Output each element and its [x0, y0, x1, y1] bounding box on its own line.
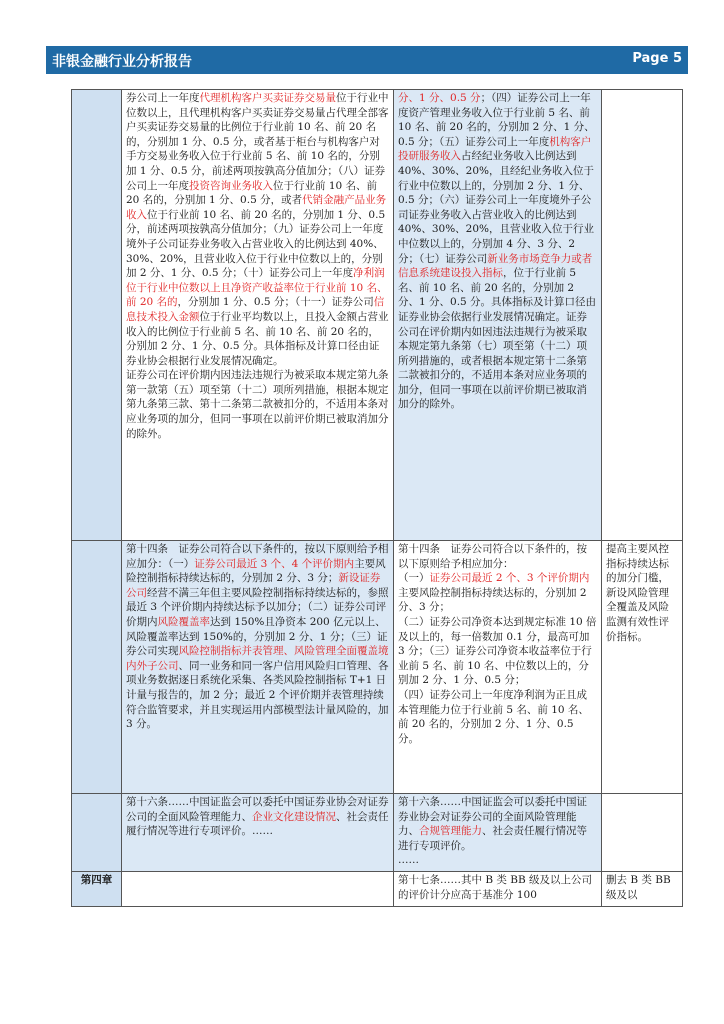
old-rule-cell [394, 90, 602, 541]
cell-text: 达到 150%且净资本 200 亿元以上、风险覆盖率达到 150%的，分别加 2 分、1 分；（三）证券公司实现 [126, 615, 388, 658]
cell-text: 第十六条……中国证监会可以委托中国证券业协会对证券公司的全面风险管理能力、 [126, 796, 389, 823]
cell-text: 、社会责任履行情况等进行专项评价。 [398, 825, 587, 852]
change-note-cell [602, 794, 683, 872]
table-row [72, 872, 683, 907]
cell-text: 第十七条……其中 B 类 BB 级及以上公司的评价计分应高于基准分 100 [398, 874, 592, 901]
cell-text: 、社会责任履行情况等进行专项评价。…… [126, 810, 389, 838]
page-number: Page 5 [632, 51, 682, 66]
new-rule-cell [122, 90, 394, 541]
cell-text: 删去 B 类 BB 级及以 [606, 874, 671, 901]
highlighted-text: 代销金融产品业务收入 [126, 194, 387, 221]
cell-text: 占经纪业务收入比例达到 40%、30%、20%，且经纪业务收入位于行业中位数以上的，分别加 2 分、1 分、0.5 分；（六）证券公司上一年度境外子公司证券业务收入占营业收入的比例达到 40%、30%、20%，且营业收入位于行业中位数以上的，分别加 4 分、3 分、2 分；（七）证券公司 [398, 150, 595, 265]
new-rule-cell [122, 794, 394, 872]
highlighted-text: 信息技术投入金额 [126, 296, 385, 323]
chapter-cell [72, 794, 122, 872]
cell-text: 提高主要风控指标持续达标的加分门槛，新设风险管理全覆盖及风险监测有效性评价指标。 [606, 543, 669, 643]
cell-text: 位于行业前 10 名、前 20 名的，分别加 1 分、0.5 分，前述两项按孰高分值加分；（九）证券公司上一年度境外子公司证券业务收入占营业收入的比例达到 40%、30%、20%，且营业收入位于行业中位数以上的，分别加 2 分、1 分、0.5 分；（十）证券公司上一年度 [126, 208, 386, 280]
highlighted-text: 合规管理能力 [419, 825, 482, 838]
cell-text: 、同一业务和同一客户信用风险归口管理、各项业务数据逐日系统化采集、各类风险控制指标 T+1 日计量与报告的，加 2 分；最近 2 个评价期并表管理持续符合监管要求，并且实现运用内部模型法计量风险的，加 3 分。 [126, 659, 389, 731]
cell-text: 位于行业中位数以上，且代理机构客户买卖证券交易量占代理全部客户买卖证券交易量的比例位于行业前 10 名、前 20 名的，分别加 1 分、0.5 分，或者基于柜台与机构客户对手方交易业务收入位于行业前 5 名、前 10 名的，分别加 1 分、0.5 分，前述两项按孰高分值加分；（八）证券公司上一年度 [126, 92, 389, 192]
cell-text: …… [398, 854, 419, 867]
highlighted-text: 风险控制指标并表管理、风险管理全面覆盖境内外子公司 [126, 645, 389, 672]
cell-text: 证券公司在评价期内因违法违规行为被采取本规定第九条第一款第（五）项至第（十二）项所列措施，根据本规定第九条第三款、第十二条第二款被扣分的，不适用本条对应业务项的加分，但同一事项在以前评价期已被取消加分的除外。 [126, 369, 389, 440]
highlighted-text: 机构客户投研服务收入 [398, 135, 592, 163]
cell-text: （一） [398, 572, 430, 585]
cell-text: 第十四条 证券公司符合以下条件的，按以下原则给予相应加分：（一） [126, 543, 389, 570]
cell-text: 主要风险控制指标持续达标的，分别加 2 分、3 分； [126, 557, 386, 585]
cell-text: 第十六条……中国证监会可以委托中国证券业协会对证券公司的全面风险管理能力、 [398, 796, 587, 838]
cell-text: 券公司上一年度 [126, 92, 200, 104]
new-rule-cell [122, 872, 394, 907]
highlighted-text: 证券公司最近 2 个、3 个评价期内 [429, 572, 590, 585]
report-header [46, 46, 688, 74]
change-note-cell [602, 872, 683, 907]
cell-text: 位于行业前 10 名、前 20 名的，分别加 1 分、0.5 分，或者 [126, 179, 378, 207]
table-row [72, 541, 683, 794]
highlighted-text: 证券公司最近 3 个、4 个评价期内 [194, 557, 355, 570]
table-row [72, 794, 683, 872]
cell-text: ；（四）证券公司上一年度资产管理业务收入位于行业前 5 名、前 10 名、前 20 名的，分别加 2 分、1 分、0.5 分；（五）证券公司上一年度 [398, 92, 595, 148]
cell-text: 主要风险控制指标持续达标的，分别加 2 分、3 分； [398, 586, 587, 614]
change-note-cell [602, 90, 683, 541]
highlighted-text: 投资咨询业务收入 [189, 179, 273, 192]
table-row [72, 90, 683, 541]
highlighted-text: 新设证券公司 [126, 572, 381, 599]
cell-text: ，位于行业前 5 名、前 10 名、前 20 名的，分别加 2 分、1 分、0.5 分。具体指标及计算口径由证券业协会依据行业发展情况确定。证券公司在评价期内如因违法违规行为被采取本规定第九条第（七）项至第（十二）项所列措施的，或者根据本规定第十二条第二款被扣分的，不适用本条对应业务项的加分，但同一事项在以前评价期已被取消加分的除外。 [398, 267, 597, 411]
cell-text: 第十四条 证券公司符合以下条件的，按以下原则给予相应加分： [398, 543, 587, 570]
old-rule-cell [394, 794, 602, 872]
chapter-cell [72, 541, 122, 794]
chapter-cell [72, 90, 122, 541]
old-rule-cell [394, 541, 602, 794]
highlighted-text: 净利润位于行业中位数以上且净资产收益率位于行业前 10 名、前 20 名的 [126, 267, 388, 309]
cell-text: ，分别加 1 分、0.5 分；（十一）证券公司 [177, 296, 374, 309]
regulation-comparison-table [71, 89, 683, 907]
cell-text: （二）证券公司净资本达到规定标准 10 倍及以上的，每一倍数加 0.1 分，最高可加 3 分；（三）证券公司净资本收益率位于行业前 5 名、前 10 名、中位数以上的，分别加 2 分、1 分、0.5 分； [398, 615, 597, 687]
highlighted-text: 新业务市场竞争力或者信息系统建设投入指标 [398, 252, 593, 280]
report-title: 非银金融行业分析报告 [52, 54, 192, 70]
cell-text: （四）证券公司上一年度净利润为正且成本管理能力位于行业前 5 名、前 10 名、前 20 名的，分别加 2 分、1 分、0.5 分。 [398, 688, 589, 745]
change-note-cell [602, 541, 683, 794]
chapter-cell: 第四章 [72, 872, 122, 907]
new-rule-cell [122, 541, 394, 794]
highlighted-text: 风险覆盖率 [157, 615, 210, 628]
highlighted-text: 企业文化建设情况 [252, 810, 336, 823]
cell-text: 经营不满三年但主要风险控制指标持续达标的，参照最近 3 个评价期内持续达标予以加分；（二）证券公司评价期内 [126, 586, 389, 628]
highlighted-text: 分、1 分、0.5 分 [398, 92, 481, 104]
cell-text: 位于行业平均数以上，且投入金额占营业收入的比例位于行业前 5 名、前 10 名、前 20 名的，分别加 2 分、1 分、0.5 分。具体指标及计算口径由证券业协会根据行业发展情况确定。 [126, 310, 389, 367]
old-rule-cell [394, 872, 602, 907]
highlighted-text: 代理机构客户买卖证券交易量 [199, 92, 336, 104]
